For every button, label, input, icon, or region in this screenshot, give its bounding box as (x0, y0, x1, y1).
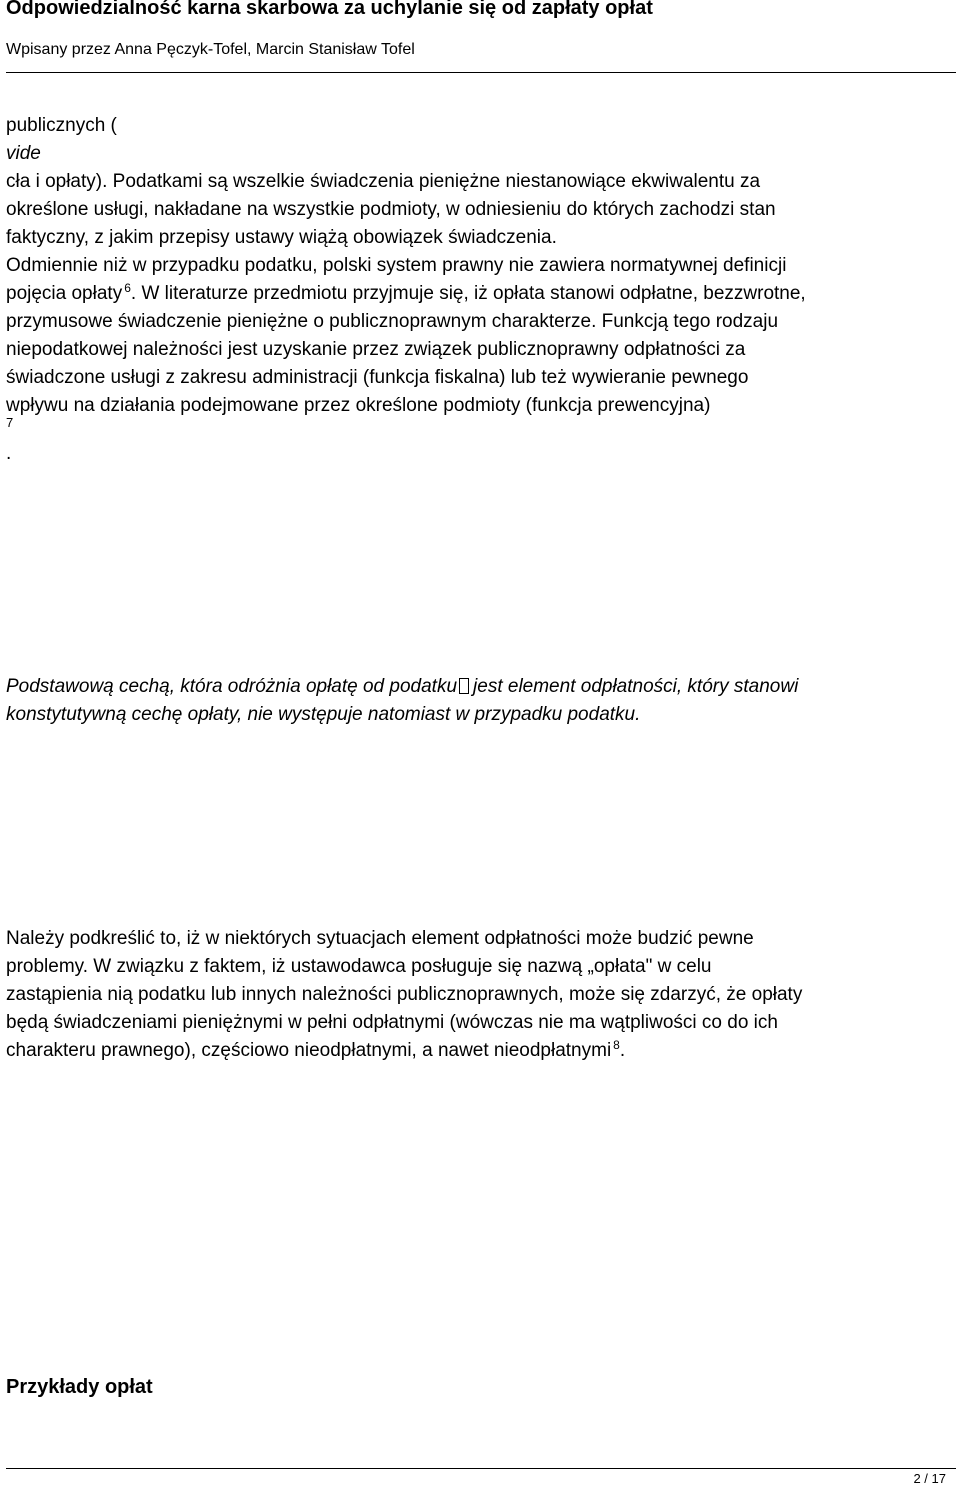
paragraph-payment-problems (6, 925, 951, 1065)
footer-divider (6, 1468, 956, 1469)
document-title: Odpowiedzialność karna skarbowa za uchylanie się od zapłaty opłat (6, 0, 653, 19)
page-header (6, 0, 956, 60)
text-line: faktyczny, z jakim przepisy ustawy wiążą obowiązek świadczenia. (6, 227, 557, 248)
missing-glyph-icon (459, 678, 469, 694)
text-fragment: . (619, 1040, 626, 1061)
text-line (6, 1037, 951, 1065)
header-divider (6, 72, 956, 73)
text-line: problemy. W związku z faktem, iż ustawodawca posługuje się nazwą „opłata" w celu (6, 956, 712, 977)
text-line: niepodatkowej należności jest uzyskanie przez związek publicznoprawny odpłatności za (6, 339, 746, 360)
paragraph-taxes-and-fees (6, 112, 951, 420)
text-line: konstytutywną cechę opłaty, nie występuje natomiast w przypadku podatku. (6, 704, 641, 725)
section-heading: Przykłady opłat (6, 1376, 153, 1398)
text-fragment: charakteru prawnego), częściowo nieodpłatnymi, a nawet nieodpłatnymi (6, 1040, 612, 1061)
text-line: wpływu na działania podejmowane przez określone podmioty (funkcja prewencyjna) (6, 395, 711, 416)
text-line-italic: vide (6, 143, 41, 164)
page-number: 2 / 17 (913, 1471, 946, 1486)
text-line: zastąpienia nią podatku lub innych należności publicznoprawnych, może się zdarzyć, że opłaty (6, 984, 803, 1005)
text-line: Odmiennie niż w przypadku podatku, polski system prawny nie zawiera normatywnej definicji (6, 255, 787, 276)
text-line: cła i opłaty). Podatkami są wszelkie świadczenia pieniężne niestanowiące ekwiwalentu za (6, 171, 761, 192)
paragraph-distinguishing-feature (6, 673, 951, 729)
text-line: świadczone usługi z zakresu administracji (funkcja fiskalna) lub też wywieranie pewnego (6, 367, 749, 388)
text-line: przymusowe świadczenie pieniężne o publicznoprawnym charakterze. Funkcją tego rodzaju (6, 311, 779, 332)
footnote-ref-8[interactable]: 8 (613, 1038, 620, 1052)
footnote-ref-7[interactable]: 7 (6, 415, 14, 430)
text-line: będą świadczeniami pieniężnymi w pełni odpłatnymi (wówczas nie ma wątpliwości co do ich (6, 1012, 778, 1033)
text-line: Należy podkreślić to, iż w niektórych sytuacjach element odpłatności może budzić pewne (6, 928, 754, 949)
text-fragment: Podstawową cechą, która odróżnia opłatę od podatku (6, 676, 458, 697)
text-fragment: pojęcia opłaty (6, 283, 123, 304)
footnote-ref-6[interactable]: 6 (124, 281, 131, 295)
text-line: określone usługi, nakładane na wszystkie podmioty, w odniesieniu do których zachodzi stan (6, 199, 776, 220)
sentence-end-dot: . (6, 443, 12, 464)
text-fragment: . W literaturze przedmiotu przyjmuje się, iż opłata stanowi odpłatne, bezzwrotne, (130, 283, 806, 304)
text-line (6, 280, 951, 308)
text-line: publicznych ( (6, 115, 117, 136)
document-authors: Wpisany przez Anna Pęczyk-Tofel, Marcin Stanisław Tofel (6, 41, 415, 58)
text-line (6, 673, 951, 701)
text-fragment: jest element odpłatności, który stanowi (473, 676, 799, 697)
